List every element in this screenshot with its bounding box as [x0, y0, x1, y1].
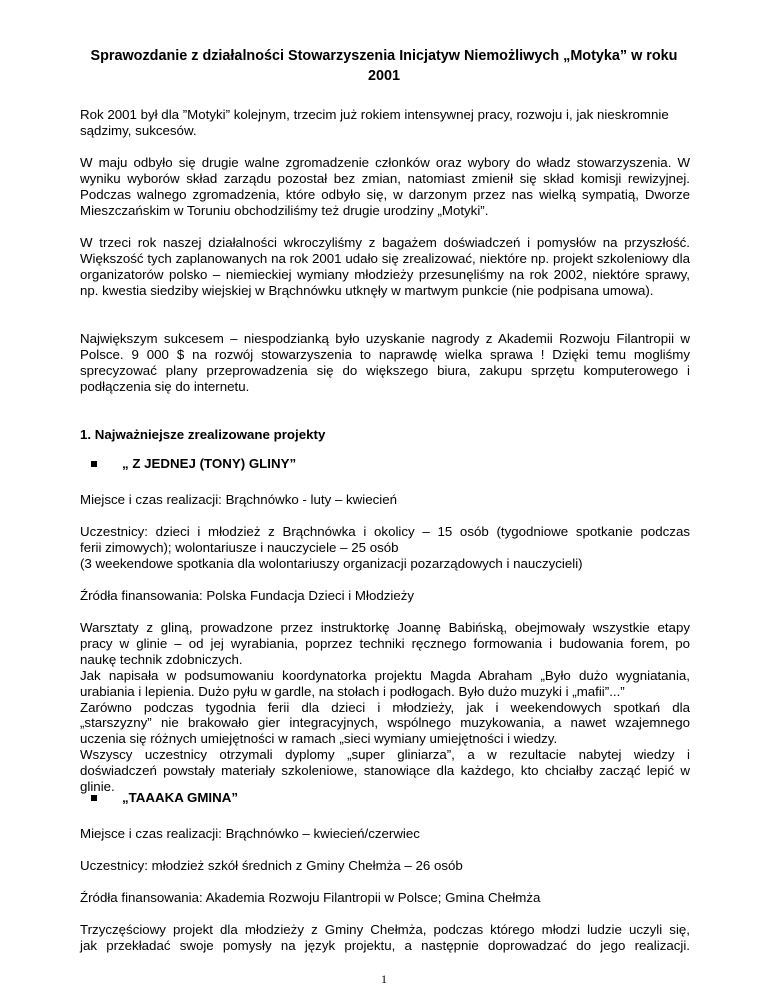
project-participants [80, 524, 690, 572]
project-description [80, 922, 690, 954]
intro-paragraph-4: Największym sukcesem – niespodzianką było uzyskanie nagrody z Akademii Rozwoju Filantropii w Polsce. 9 000 $ na rozwój stowarzyszenia to naprawdę wielka sprawa ! Dzięki temu mogliśmy sprecyzować plany przeprowadzenia się do większego biura, zakupu sprzętu komputerowego i podłączenia się do internetu. [80, 331, 690, 394]
document-title: Sprawozdanie z działalności Stowarzyszenia Inicjatyw Niemożliwych „Motyka” w roku 2001 [90, 48, 678, 84]
text-line: „starszyzny” nie brakowało gier integracyjnych, wspólnego muzykowania, a nawet wzajemnego [80, 715, 690, 731]
bullet-square-icon [91, 795, 97, 801]
bullet-square-icon [91, 461, 97, 467]
text-line: jak przekładać swoje pomysły na język projektu, a następnie doprowadzać do jego realizacji. [80, 937, 690, 953]
text-line: (3 weekendowe spotkania dla wolontariuszy organizacji pozarządowych i nauczycieli) [80, 555, 583, 571]
text-line: naukę technik zdobniczych. [80, 651, 243, 667]
text-line: pracy w glinie – od jej wyrabiania, poprzez techniki ręcznego formowania i budowania forem, po [80, 635, 690, 651]
intro-paragraph-2: W maju odbyło się drugie walne zgromadzenie członków oraz wybory do władz stowarzyszenia. W wyniku wyborów skład zarządu pozostał bez zmian, natomiast zmienił się skład komisji rewizyjnej. Podczas walnego zgromadzenia, które odbyło się, w darzonym przez nas wielką sympatią, Dworze Mieszczańskim w Toruniu obchodziliśmy też drugie urodziny „Motyki”. [80, 155, 690, 218]
intro-paragraph-1: Rok 2001 był dla ”Motyki” kolejnym, trzecim już rokiem intensywnej pracy, rozwoju i, jak nieskromnie sądzimy, sukcesów. [80, 107, 669, 138]
text-line: doświadczeń powstały materiały szkoleniowe, stanowiące dla każdego, kto chciałby zacząć lepić w [80, 763, 690, 779]
text-line: glinie. [80, 779, 115, 795]
project-place: Miejsce i czas realizacji: Brąchnówko – kwiecień/czerwiec [80, 826, 420, 841]
text-line: Uczestnicy: dzieci i młodzież z Brąchnówka i okolicy – 15 osób (tygodniowe spotkanie podczas [80, 524, 690, 539]
project-description [80, 620, 690, 795]
project-funding: Źródła finansowania: Polska Fundacja Dzieci i Młodzieży [80, 588, 415, 603]
project-place: Miejsce i czas realizacji: Brąchnówko - luty – kwiecień [80, 492, 398, 507]
section-heading: 1. Najważniejsze zrealizowane projekty [80, 427, 326, 442]
page-number: 1 [381, 972, 387, 986]
text-line: urabiania i lepienia. Dużo pyłu w gardle, na stołach i podłogach. Było dużo muzyki i „mafii”...” [80, 683, 625, 699]
project-funding: Źródła finansowania: Akademia Rozwoju Filantropii w Polsce; Gmina Chełmża [80, 890, 541, 905]
text-line: Wszyscy uczestnicy otrzymali dyplomy „super gliniarza”, a w rezultacie nabytej wiedzy i [80, 747, 690, 763]
text-line: uczenia się różnych umiejętności w ramach „sieci wymiany umiejętności i wiedzy. [80, 731, 558, 747]
project-title: „ Z JEDNEJ (TONY) GLINY” [122, 456, 297, 471]
project-title: „TAAAKA GMINA” [122, 790, 238, 805]
text-line: ferii zimowych); wolontariusze i nauczyciele – 25 osób [80, 539, 399, 555]
text-line: Trzyczęściowy projekt dla młodzieży z Gminy Chełmża, podczas którego młodzi ludzie uczyli się, [80, 922, 690, 937]
text-line: Warsztaty z gliną, prowadzone przez instruktorkę Joannę Babińską, obejmowały wszystkie etapy [80, 620, 690, 635]
text-line: Zarówno podczas tygodnia ferii dla dzieci i młodzieży, jak i weekendowych spotkań dla [80, 699, 690, 715]
intro-paragraph-3: W trzeci rok naszej działalności wkroczyliśmy z bagażem doświadczeń i pomysłów na przyszłość. Większość tych zaplanowanych na rok 2001 udało się zrealizować, niektóre np. projekt szkoleniowy dla organizatorów polsko – niemieckiej wymiany młodzieży przesunęliśmy na rok 2002, niektóre sprawy, np. kwestia siedziby wiejskiej w Brąchnówku utknęły w martwym punkcie (nie podpisana umowa). [80, 235, 690, 298]
project-participants: Uczestnicy: młodzież szkół średnich z Gminy Chełmża – 26 osób [80, 858, 463, 873]
text-line: Jak napisała w podsumowaniu koordynatorka projektu Magda Abraham „Było dużo wygniatania, [80, 667, 690, 683]
